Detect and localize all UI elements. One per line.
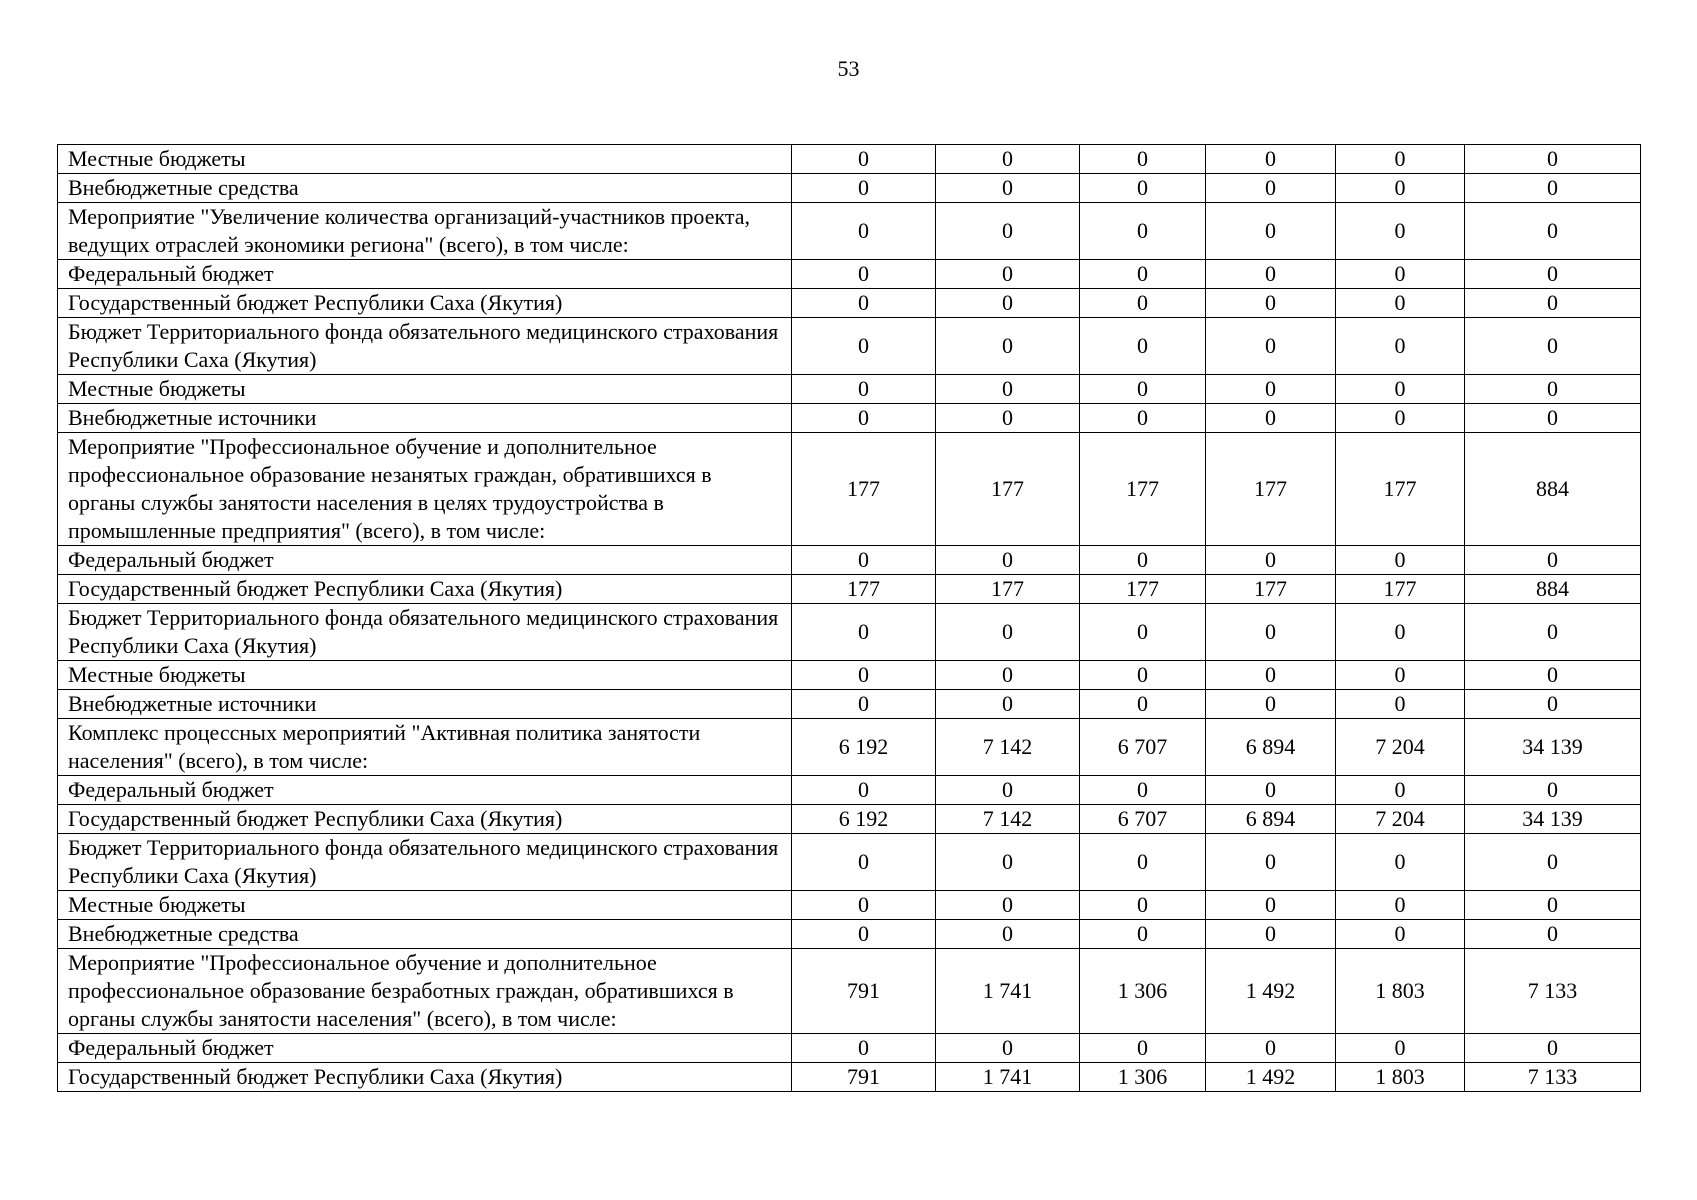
value-cell: 0 — [1206, 546, 1336, 575]
value-cell: 0 — [792, 604, 936, 661]
value-cell: 0 — [792, 260, 936, 289]
value-cell: 0 — [936, 546, 1080, 575]
value-cell: 0 — [1080, 546, 1206, 575]
table-row — [58, 546, 1641, 575]
value-cell: 0 — [1465, 260, 1641, 289]
value-cell: 0 — [1465, 891, 1641, 920]
value-cell: 0 — [1336, 920, 1465, 949]
value-cell: 7 204 — [1336, 719, 1465, 776]
row-label: Федеральный бюджет — [58, 260, 792, 289]
row-label: Местные бюджеты — [58, 891, 792, 920]
value-cell: 0 — [1336, 260, 1465, 289]
value-cell: 0 — [792, 1034, 936, 1063]
value-cell: 7 142 — [936, 719, 1080, 776]
value-cell: 0 — [1336, 891, 1465, 920]
value-cell: 0 — [1465, 404, 1641, 433]
value-cell: 0 — [1336, 404, 1465, 433]
value-cell: 6 707 — [1080, 719, 1206, 776]
table-row — [58, 661, 1641, 690]
value-cell: 0 — [792, 375, 936, 404]
value-cell: 0 — [1336, 318, 1465, 375]
value-cell: 0 — [936, 834, 1080, 891]
value-cell: 0 — [1206, 318, 1336, 375]
table-row — [58, 260, 1641, 289]
value-cell: 6 894 — [1206, 719, 1336, 776]
table-row — [58, 575, 1641, 604]
value-cell: 0 — [936, 920, 1080, 949]
table-row — [58, 776, 1641, 805]
value-cell: 34 139 — [1465, 805, 1641, 834]
value-cell: 0 — [1465, 834, 1641, 891]
value-cell: 0 — [792, 920, 936, 949]
table-row — [58, 174, 1641, 203]
value-cell: 0 — [1080, 690, 1206, 719]
value-cell: 0 — [792, 203, 936, 260]
value-cell: 1 306 — [1080, 949, 1206, 1034]
value-cell: 0 — [1206, 260, 1336, 289]
value-cell: 0 — [1206, 690, 1336, 719]
value-cell: 0 — [1206, 604, 1336, 661]
value-cell: 791 — [792, 949, 936, 1034]
row-label: Местные бюджеты — [58, 375, 792, 404]
value-cell: 1 492 — [1206, 949, 1336, 1034]
value-cell: 177 — [1336, 433, 1465, 546]
table-row — [58, 690, 1641, 719]
value-cell: 1 803 — [1336, 949, 1465, 1034]
value-cell: 6 192 — [792, 719, 936, 776]
value-cell: 0 — [1206, 920, 1336, 949]
row-label: Внебюджетные источники — [58, 404, 792, 433]
value-cell: 0 — [1465, 203, 1641, 260]
value-cell: 0 — [792, 546, 936, 575]
value-cell: 0 — [1080, 203, 1206, 260]
table-row — [58, 145, 1641, 174]
budget-table-body — [58, 145, 1641, 1092]
row-label: Государственный бюджет Республики Саха (Якутия) — [58, 1063, 792, 1092]
value-cell: 0 — [1465, 174, 1641, 203]
value-cell: 0 — [936, 260, 1080, 289]
value-cell: 0 — [1080, 834, 1206, 891]
table-row — [58, 375, 1641, 404]
value-cell: 0 — [1080, 318, 1206, 375]
value-cell: 0 — [1206, 1034, 1336, 1063]
row-label: Внебюджетные средства — [58, 174, 792, 203]
table-row — [58, 719, 1641, 776]
row-label: Мероприятие "Увеличение количества организаций-участников проекта, ведущих отраслей экономики региона" (всего), в том числе: — [58, 203, 792, 260]
value-cell: 6 707 — [1080, 805, 1206, 834]
value-cell: 0 — [936, 776, 1080, 805]
table-row — [58, 604, 1641, 661]
value-cell: 0 — [1465, 375, 1641, 404]
table-row — [58, 949, 1641, 1034]
value-cell: 177 — [936, 575, 1080, 604]
value-cell: 0 — [936, 318, 1080, 375]
row-label: Бюджет Территориального фонда обязательного медицинского страхования Республики Саха (Якутия) — [58, 318, 792, 375]
value-cell: 177 — [1206, 433, 1336, 546]
value-cell: 0 — [792, 661, 936, 690]
row-label: Государственный бюджет Республики Саха (Якутия) — [58, 575, 792, 604]
value-cell: 0 — [1080, 260, 1206, 289]
value-cell: 0 — [936, 289, 1080, 318]
value-cell: 0 — [1206, 174, 1336, 203]
value-cell: 0 — [936, 891, 1080, 920]
value-cell: 0 — [1465, 145, 1641, 174]
value-cell: 0 — [1080, 289, 1206, 318]
row-label: Комплекс процессных мероприятий "Активная политика занятости населения" (всего), в том числе: — [58, 719, 792, 776]
value-cell: 1 306 — [1080, 1063, 1206, 1092]
value-cell: 0 — [1336, 145, 1465, 174]
value-cell: 0 — [1465, 318, 1641, 375]
row-label: Местные бюджеты — [58, 661, 792, 690]
value-cell: 0 — [792, 289, 936, 318]
page-number: 53 — [837, 56, 860, 81]
value-cell: 0 — [792, 690, 936, 719]
row-label: Бюджет Территориального фонда обязательного медицинского страхования Республики Саха (Якутия) — [58, 834, 792, 891]
value-cell: 0 — [1080, 174, 1206, 203]
value-cell: 7 133 — [1465, 949, 1641, 1034]
value-cell: 177 — [1080, 433, 1206, 546]
value-cell: 0 — [792, 145, 936, 174]
value-cell: 7 204 — [1336, 805, 1465, 834]
value-cell: 0 — [792, 776, 936, 805]
table-row — [58, 433, 1641, 546]
value-cell: 0 — [1465, 1034, 1641, 1063]
value-cell: 0 — [1206, 375, 1336, 404]
row-label: Мероприятие "Профессиональное обучение и дополнительное профессиональное образование безработных граждан, обратившихся в органы службы занятости населения" (всего), в том числе: — [58, 949, 792, 1034]
row-label: Мероприятие "Профессиональное обучение и дополнительное профессиональное образование незанятых граждан, обратившихся в органы службы занятости населения в целях трудоустройства в промышленные предприятия" (всего), в том числе: — [58, 433, 792, 546]
value-cell: 0 — [1080, 920, 1206, 949]
value-cell: 0 — [1080, 404, 1206, 433]
table-row — [58, 318, 1641, 375]
value-cell: 34 139 — [1465, 719, 1641, 776]
value-cell: 0 — [936, 174, 1080, 203]
table-row — [58, 289, 1641, 318]
value-cell: 0 — [1465, 546, 1641, 575]
table-row — [58, 1034, 1641, 1063]
value-cell: 0 — [792, 404, 936, 433]
value-cell: 0 — [1080, 145, 1206, 174]
value-cell: 0 — [1206, 145, 1336, 174]
value-cell: 791 — [792, 1063, 936, 1092]
value-cell: 0 — [936, 145, 1080, 174]
value-cell: 0 — [792, 834, 936, 891]
table-row — [58, 805, 1641, 834]
value-cell: 0 — [1336, 661, 1465, 690]
value-cell: 0 — [1080, 891, 1206, 920]
table-row — [58, 920, 1641, 949]
value-cell: 0 — [1206, 776, 1336, 805]
value-cell: 177 — [1336, 575, 1465, 604]
value-cell: 0 — [1465, 289, 1641, 318]
value-cell: 0 — [792, 174, 936, 203]
row-label: Внебюджетные средства — [58, 920, 792, 949]
value-cell: 0 — [1336, 776, 1465, 805]
value-cell: 177 — [1206, 575, 1336, 604]
row-label: Местные бюджеты — [58, 145, 792, 174]
value-cell: 0 — [936, 690, 1080, 719]
table-row — [58, 404, 1641, 433]
value-cell: 177 — [792, 575, 936, 604]
value-cell: 0 — [1465, 661, 1641, 690]
value-cell: 177 — [792, 433, 936, 546]
value-cell: 0 — [936, 375, 1080, 404]
value-cell: 0 — [936, 661, 1080, 690]
budget-table — [57, 144, 1641, 1092]
value-cell: 884 — [1465, 433, 1641, 546]
table-row — [58, 1063, 1641, 1092]
table-row — [58, 203, 1641, 260]
value-cell: 0 — [936, 604, 1080, 661]
value-cell: 6 894 — [1206, 805, 1336, 834]
value-cell: 0 — [1080, 776, 1206, 805]
value-cell: 884 — [1465, 575, 1641, 604]
table-row — [58, 834, 1641, 891]
value-cell: 0 — [1465, 920, 1641, 949]
value-cell: 0 — [1336, 289, 1465, 318]
value-cell: 0 — [1206, 289, 1336, 318]
value-cell: 0 — [1336, 174, 1465, 203]
row-label: Государственный бюджет Республики Саха (Якутия) — [58, 805, 792, 834]
value-cell: 0 — [936, 404, 1080, 433]
value-cell: 1 741 — [936, 949, 1080, 1034]
value-cell: 0 — [936, 1034, 1080, 1063]
value-cell: 1 803 — [1336, 1063, 1465, 1092]
value-cell: 0 — [1336, 1034, 1465, 1063]
value-cell: 0 — [1336, 375, 1465, 404]
value-cell: 0 — [1080, 1034, 1206, 1063]
value-cell: 0 — [1206, 203, 1336, 260]
value-cell: 0 — [1336, 604, 1465, 661]
value-cell: 0 — [1206, 404, 1336, 433]
value-cell: 177 — [936, 433, 1080, 546]
row-label: Федеральный бюджет — [58, 546, 792, 575]
table-row — [58, 891, 1641, 920]
row-label: Внебюджетные источники — [58, 690, 792, 719]
value-cell: 1 492 — [1206, 1063, 1336, 1092]
value-cell: 0 — [1336, 834, 1465, 891]
value-cell: 0 — [1206, 834, 1336, 891]
value-cell: 0 — [792, 891, 936, 920]
value-cell: 0 — [1336, 546, 1465, 575]
value-cell: 7 142 — [936, 805, 1080, 834]
value-cell: 0 — [1465, 690, 1641, 719]
value-cell: 1 741 — [936, 1063, 1080, 1092]
value-cell: 0 — [936, 203, 1080, 260]
value-cell: 0 — [1465, 604, 1641, 661]
row-label: Государственный бюджет Республики Саха (Якутия) — [58, 289, 792, 318]
value-cell: 177 — [1080, 575, 1206, 604]
value-cell: 0 — [792, 318, 936, 375]
row-label: Бюджет Территориального фонда обязательного медицинского страхования Республики Саха (Якутия) — [58, 604, 792, 661]
value-cell: 0 — [1465, 776, 1641, 805]
value-cell: 0 — [1080, 375, 1206, 404]
value-cell: 6 192 — [792, 805, 936, 834]
row-label: Федеральный бюджет — [58, 1034, 792, 1063]
value-cell: 0 — [1206, 661, 1336, 690]
value-cell: 0 — [1336, 690, 1465, 719]
value-cell: 0 — [1336, 203, 1465, 260]
row-label: Федеральный бюджет — [58, 776, 792, 805]
value-cell: 7 133 — [1465, 1063, 1641, 1092]
value-cell: 0 — [1080, 661, 1206, 690]
value-cell: 0 — [1080, 604, 1206, 661]
value-cell: 0 — [1206, 891, 1336, 920]
